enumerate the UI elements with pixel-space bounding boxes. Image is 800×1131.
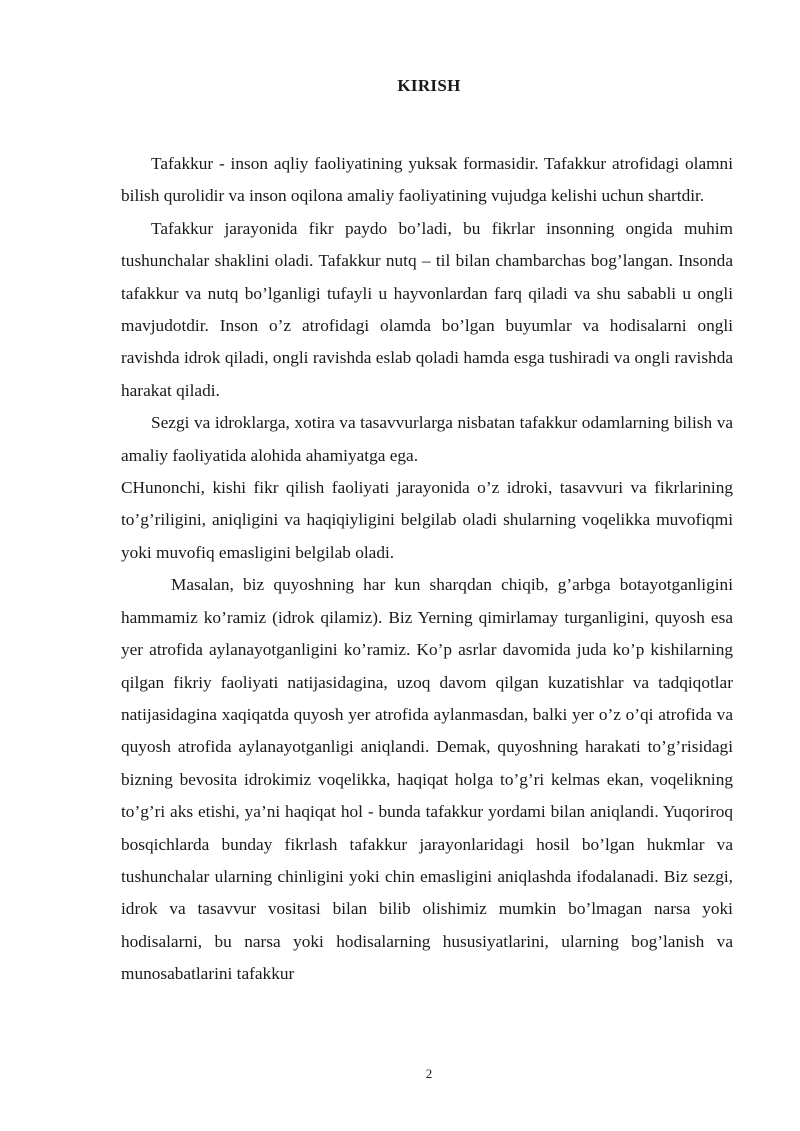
paragraph-5: Masalan, biz quyoshning har kun sharqdan chiqib, g’arbga botayotganligini hammamiz ko’ramiz (idrok qilamiz). Biz Yerning qimirlamay turganligini, quyosh esa yer atrofida aylanayotganligini ko’ramiz. Ko’p asrlar davomida juda ko’p kishilarning qilgan fikriy faoliyati natijasidagina, uzoq davom qilgan kuzatishlar va tadqiqotlar natijasidagina xaqiqatda quyosh yer atrofida aylanmasdan, balki yer o’z o’qi atrofida va quyosh atrofida aylanayotganligi aniqlandi. Demak, quyoshning harakati to’g’risidagi bizning bevosita idrokimiz voqelikka, haqiqat holga to’g’ri kelmas ekan, voqelikning to’g’ri aks etishi, ya’ni haqiqat hol - bunda tafakkur yordami bilan aniqlandi. Yuqoriroq bosqichlarda bunday fikrlash tafakkur jarayonlaridagi hosil bo’lgan hukmlar va tushunchalar ularning chinligini yoki chin emasligini aniqlashda ifodalanadi. Biz sezgi, idrok va tasavvur vositasi bilan bilib olishimiz mumkin bo’lmagan narsa yoki hodisalarni, bu narsa yoki hodisalarning hususiyatlarini, ularning bog’lanish va munosabatlarini tafakkur <box>121 575 733 984</box>
body-text <box>121 148 733 991</box>
page-title: KIRISH <box>397 76 461 95</box>
paragraph-3: Sezgi va idroklarga, xotira va tasavvurlarga nisbatan tafakkur odamlarning bilish va amaliy faoliyatida alohida ahamiyatga ega. <box>121 413 733 465</box>
paragraph-1: Tafakkur - inson aqliy faoliyatining yuksak formasidir. Tafakkur atrofidagi olamni bilish qurolidir va inson oqilona amaliy faoliyatining vujudga kelishi uchun shartdir. <box>121 154 733 206</box>
paragraph-2: Tafakkur jarayonida fikr paydo bo’ladi, bu fikrlar insonning ongida muhim tushunchalar shaklini oladi. Tafakkur nutq – til bilan chambarchas bog’langan. Insonda tafakkur va nutq bo’lganligi tufayli u hayvonlardan farq qiladi va shu sababli u ongli mavjudotdir. Inson o’z atrofidagi olamda bo’lgan buyumlar va hodisalarni ongli ravishda idrok qiladi, ongli ravishda eslab qoladi hamda esga tushiradi va ongli ravishda harakat qiladi. <box>121 218 733 400</box>
paragraph-4: CHunonchi, kishi fikr qilish faoliyati jarayonida o’z idroki, tasavvuri va fikrlarining to’g’riligini, aniqligini va haqiqiyligini belgilab oladi shularning voqelikka muvofiqmi yoki muvofiq emasligini belgilab oladi. <box>121 478 733 562</box>
page-number: 2 <box>425 1066 433 1081</box>
